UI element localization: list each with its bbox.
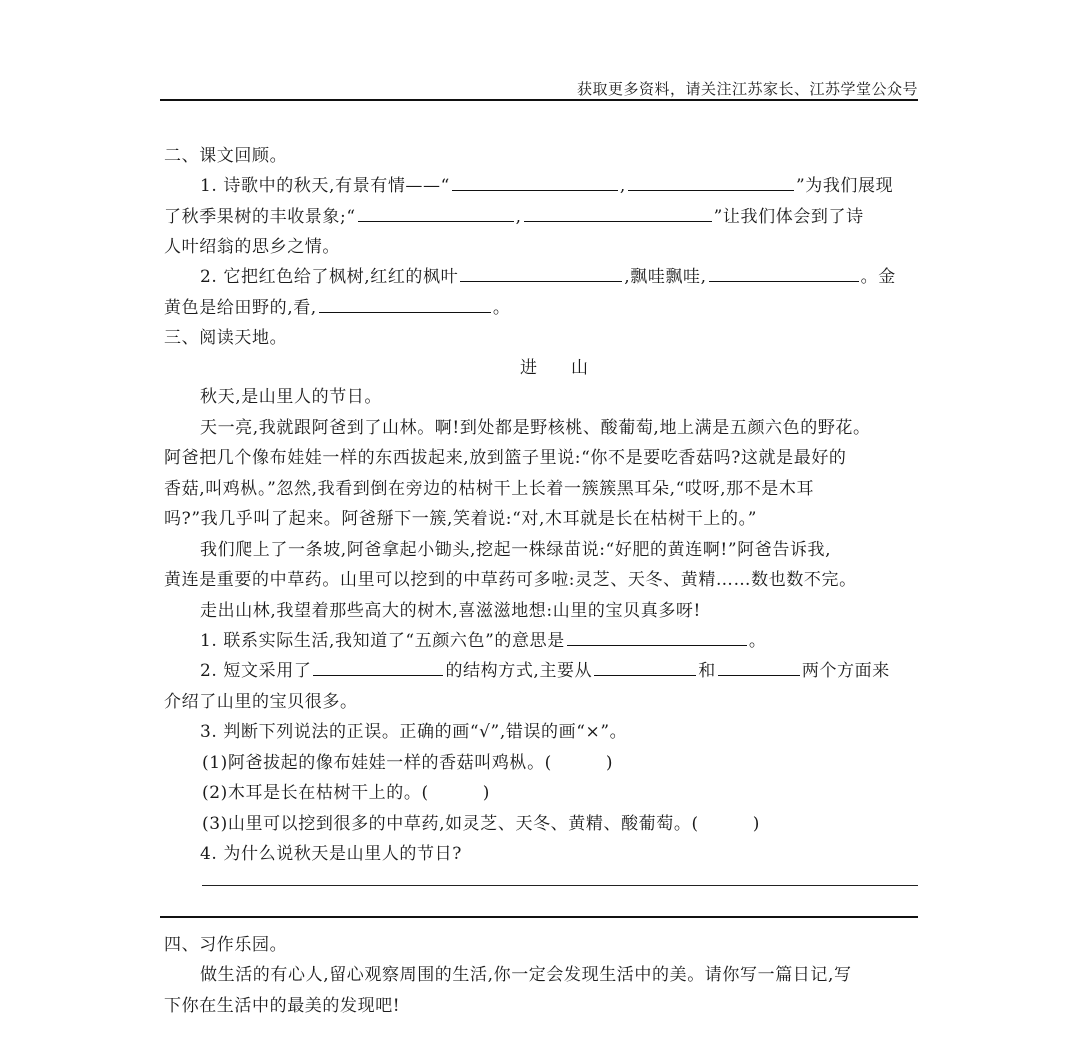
item-text: (3)山里可以挖到很多的中草药,如灵芝、天冬、黄精、酸葡萄。( (202, 814, 699, 834)
passage-p3-line2: 黄连是重要的中草药。山里可以挖到的中草药可多啦:灵芝、天冬、黄精……数也数不完。 (164, 570, 857, 590)
section3-heading: 三、阅读天地。 (164, 328, 288, 348)
q1-text: 1. 联系实际生活,我知道了“五颜六色”的意思是 (200, 631, 565, 651)
q1-text-a: 1. 诗歌中的秋天,有景有情——“ (200, 176, 450, 196)
item-text: (2)木耳是长在枯树干上的。( (202, 783, 429, 803)
q2-text-c: 和 (698, 661, 716, 681)
answer-blank[interactable] (524, 205, 712, 222)
section3-q3-item3 (202, 809, 760, 834)
answer-blank[interactable] (567, 629, 747, 646)
answer-blank[interactable] (319, 296, 491, 313)
section3-q3-item1 (202, 748, 613, 773)
passage-p3-line1: 我们爬上了一条坡,阿爸拿起小锄头,挖起一株绿苗说:“好肥的黄连啊!”阿爸告诉我, (200, 540, 832, 560)
passage-p2-line2: 阿爸把几个像布娃娃一样的东西拔起来,放到篮子里说:“你不是要吃香菇吗?这就是最好的 (164, 448, 847, 468)
q2-text-d: 黄色是给田野的,看, (164, 298, 317, 318)
q4-answer-line[interactable] (202, 885, 918, 886)
paren-close: ) (752, 814, 760, 834)
passage-p2-line3: 香菇,叫鸡枞。”忽然,我看到倒在旁边的枯树干上长着一簇簇黑耳朵,“哎呀,那不是木耳 (164, 479, 815, 499)
section-divider (160, 916, 918, 918)
answer-blank[interactable] (358, 205, 514, 222)
header-rule (160, 99, 918, 101)
q2-text-b: 的结构方式,主要从 (445, 661, 593, 681)
section3-q1 (200, 626, 766, 651)
section4-prompt-line1: 做生活的有心人,留心观察周围的生活,你一定会发现生活中的美。请你写一篇日记,写 (200, 965, 852, 985)
q1-text-c: 了秋季果树的丰收景象;“ (164, 207, 356, 227)
title-char: 进 (520, 358, 537, 378)
passage-p2-line1: 天一亮,我就跟阿爸到了山林。啊!到处都是野核桃、酸葡萄,地上满是五颜六色的野花。 (200, 418, 871, 438)
answer-blank[interactable] (709, 265, 859, 282)
q2-text-a: 2. 短文采用了 (200, 661, 312, 681)
section4-heading: 四、习作乐园。 (164, 935, 288, 955)
header-note: 获取更多资料，请关注江苏家长、江苏学堂公众号 (576, 80, 918, 98)
answer-blank[interactable] (313, 659, 443, 676)
q2-text-d: 两个方面来 (801, 661, 890, 681)
q2-text-a: 2. 它把红色给了枫树,红红的枫叶 (200, 267, 459, 287)
section2-q2-line1 (200, 262, 896, 287)
passage-title (520, 353, 588, 378)
q2-text-e: 。 (492, 298, 511, 318)
answer-blank[interactable] (452, 174, 618, 191)
section2-q1-line2 (164, 202, 864, 227)
title-char: 山 (571, 358, 588, 378)
passage-p2-line4: 吗?”我几乎叫了起来。阿爸掰下一簇,笑着说:“对,木耳就是长在枯树干上的。” (164, 509, 758, 529)
section2-q1-line3: 人叶绍翁的思乡之情。 (164, 237, 340, 257)
q1-sep: , (515, 207, 522, 227)
answer-blank[interactable] (594, 659, 696, 676)
passage-p1: 秋天,是山里人的节日。 (200, 387, 383, 407)
paren-close: ) (482, 783, 490, 803)
section3-q2-line1 (200, 656, 890, 681)
passage-p4: 走出山林,我望着那些高大的树木,喜滋滋地想:山里的宝贝真多呀! (200, 601, 701, 621)
answer-blank[interactable] (460, 265, 622, 282)
q2-text-b: ,飘哇飘哇, (624, 267, 707, 287)
section3-q3-instruction: 3. 判断下列说法的正误。正确的画“√”,错误的画“×”。 (200, 722, 628, 742)
q2-text-c: 。金 (860, 267, 896, 287)
item-text: (1)阿爸拔起的像布娃娃一样的香菇叫鸡枞。( (202, 753, 552, 773)
section2-q2-line2 (164, 293, 510, 318)
section3-q4: 4. 为什么说秋天是山里人的节日? (200, 844, 462, 864)
q1-sep: , (619, 176, 626, 196)
section4-prompt-line2: 下你在生活中的最美的发现吧! (164, 996, 401, 1016)
section3-q3-item2 (202, 778, 490, 803)
section2-q1-line1 (200, 171, 893, 196)
paren-close: ) (605, 753, 614, 773)
q1-text-d: ”让我们体会到了诗 (713, 207, 864, 227)
section3-q2-line2: 介绍了山里的宝贝很多。 (164, 692, 358, 712)
section2-heading: 二、课文回顾。 (164, 146, 288, 166)
answer-blank[interactable] (628, 174, 794, 191)
q1-end: 。 (748, 631, 767, 651)
answer-blank[interactable] (718, 659, 800, 676)
q1-text-b: ”为我们展现 (795, 176, 894, 196)
